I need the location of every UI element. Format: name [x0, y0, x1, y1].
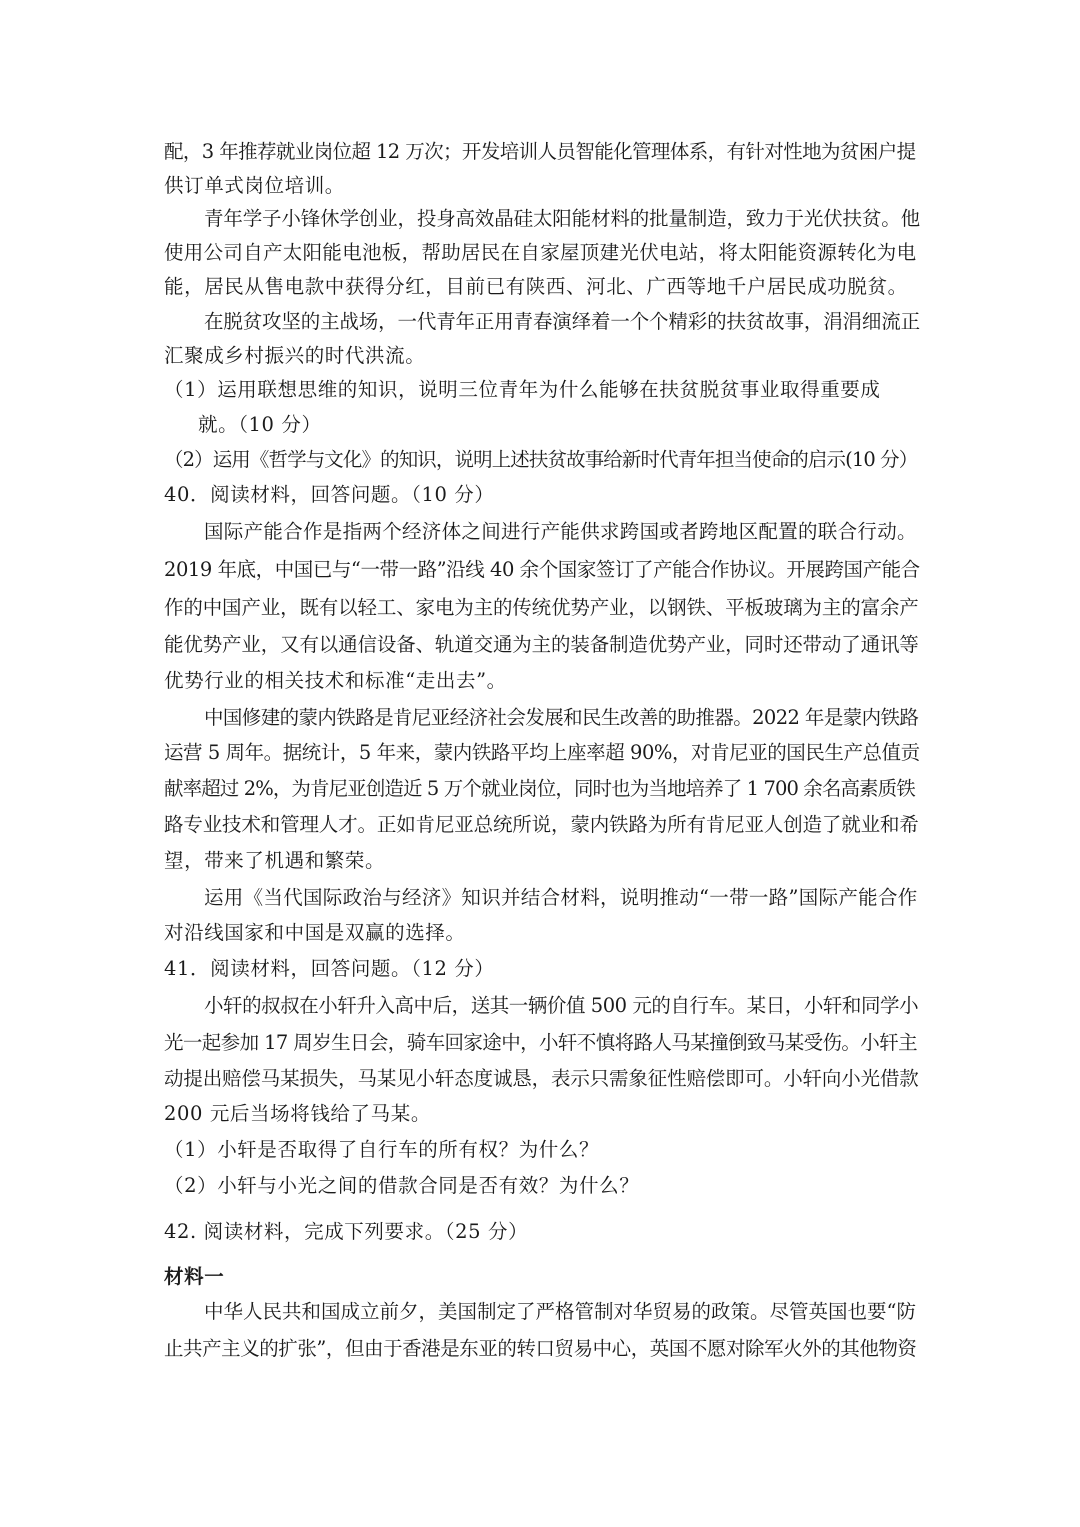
subquestion-1: （1）小轩是否取得了自行车的所有权？为什么？	[164, 1138, 600, 1161]
text-line: 止共产主义的扩张”，但由于香港是东亚的转口贸易中心，英国不愿对除军火外的其他物资	[164, 1337, 917, 1360]
text-line: 作的中国产业，既有以轻工、家电为主的传统优势产业，以钢铁、平板玻璃为主的富余产	[164, 596, 919, 619]
text-line: 供订单式岗位培训。	[164, 174, 345, 197]
text-line: 2019 年底，中国已与“一带一路”沿线 40 余个国家签订了产能合作协议。开展跨国产能合	[164, 558, 920, 581]
text-line: 使用公司自产太阳能电池板，帮助居民在自家屋顶建光伏电站，将太阳能资源转化为电	[164, 241, 917, 264]
text-line: 能优势产业，又有以通信设备、轨道交通为主的装备制造优势产业，同时还带动了通讯等	[164, 633, 919, 656]
text-line: 献率超过 2%，为肯尼亚创造近 5 万个就业岗位，同时也为当地培养了 1 700 余名高素质铁	[164, 777, 915, 800]
paragraph-start: 在脱贫攻坚的主战场，一代青年正用青春演绎着一个个精彩的扶贫故事，涓涓细流正	[204, 310, 920, 333]
text-line: 配，3 年推荐就业岗位超 12 万次；开发培训人员智能化管理体系，有针对性地为贫困户提	[164, 140, 916, 163]
subquestion-1-continuation: 就。（10 分）	[198, 413, 322, 436]
material-one-heading: 材料一	[164, 1265, 225, 1288]
paragraph-start: 青年学子小锋休学创业，投身高效晶硅太阳能材料的批量制造，致力于光伏扶贫。他	[204, 207, 920, 230]
text-line: 动提出赔偿马某损失，马某见小轩态度诚恳，表示只需象征性赔偿即可。小轩向小光借款	[164, 1067, 919, 1090]
text-line: 望，带来了机遇和繁荣。	[164, 849, 386, 872]
subquestion-2: （2）小轩与小光之间的借款合同是否有效？为什么？	[164, 1174, 640, 1197]
text-line: 能，居民从售电款中获得分红，目前已有陕西、河北、广西等地千户居民成功脱贫。	[164, 275, 908, 298]
subquestion-2: （2）运用《哲学与文化》的知识，说明上述扶贫故事给新时代青年担当使命的启示(10 分）	[164, 448, 918, 471]
question-41-heading: 41．阅读材料，回答问题。（12 分）	[164, 957, 495, 980]
text-line: 200 元后当场将钱给了马某。	[164, 1102, 431, 1125]
subquestion-1: （1）运用联想思维的知识，说明三位青年为什么能够在扶贫脱贫事业取得重要成	[164, 378, 881, 401]
text-line: 优势行业的相关技术和标准“走出去”。	[164, 669, 507, 692]
question-42-heading: 42. 阅读材料，完成下列要求。（25 分）	[164, 1220, 529, 1243]
text-line: 对沿线国家和中国是双赢的选择。	[164, 921, 466, 944]
paragraph-start: 小轩的叔叔在小轩升入高中后，送其一辆价值 500 元的自行车。某日，小轩和同学小	[204, 994, 919, 1017]
paragraph-start: 运用《当代国际政治与经济》知识并结合材料，说明推动“一带一路”国际产能合作	[204, 886, 918, 909]
paragraph-start: 中华人民共和国成立前夕，美国制定了严格管制对华贸易的政策。尽管英国也要“防	[204, 1300, 916, 1323]
text-line: 光一起参加 17 周岁生日会，骑车回家途中，小轩不慎将路人马某撞倒致马某受伤。小轩主	[164, 1031, 918, 1054]
text-line: 路专业技术和管理人才。正如肯尼亚总统所说，蒙内铁路为所有肯尼亚人创造了就业和希	[164, 813, 919, 836]
text-line: 运营 5 周年。据统计，5 年来，蒙内铁路平均上座率超 90%，对肯尼亚的国民生产总值贡	[164, 741, 920, 764]
paragraph-start: 国际产能合作是指两个经济体之间进行产能供求跨国或者跨地区配置的联合行动。	[204, 520, 917, 543]
text-line: 汇聚成乡村振兴的时代洪流。	[164, 344, 426, 367]
paragraph-start: 中国修建的蒙内铁路是肯尼亚经济社会发展和民生改善的助推器。2022 年是蒙内铁路	[204, 706, 919, 729]
question-40-heading: 40．阅读材料，回答问题。（10 分）	[164, 483, 495, 506]
